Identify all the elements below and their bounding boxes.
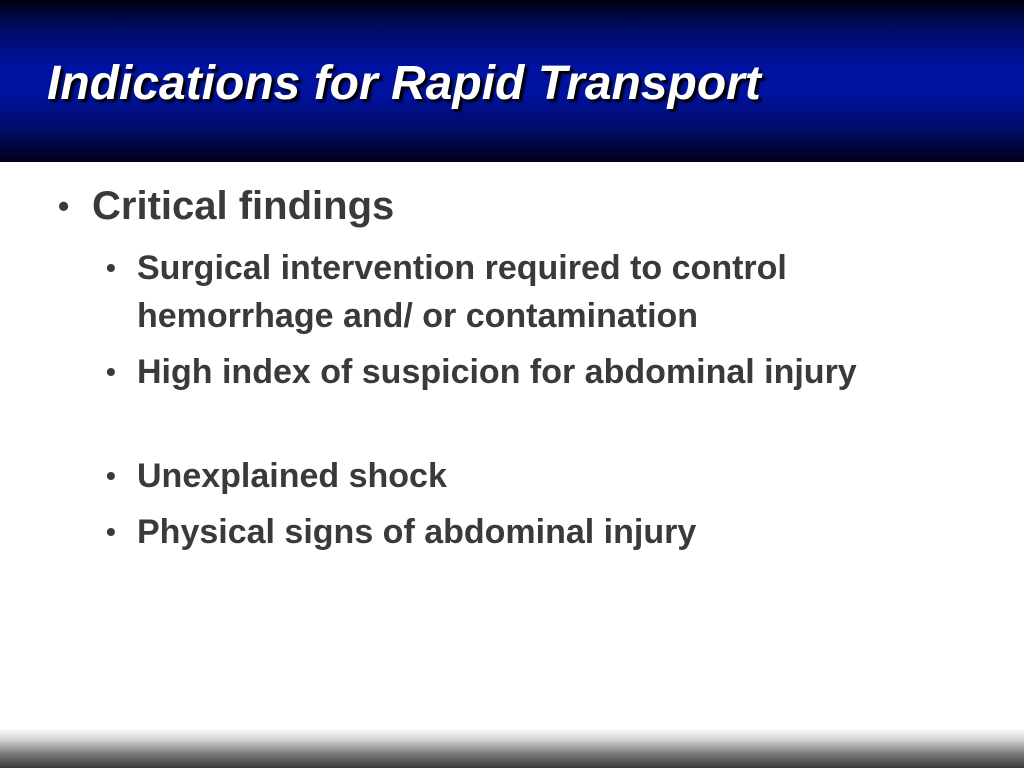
- bullet-dot-icon: •: [58, 188, 70, 224]
- bullet-dot-icon: •: [106, 516, 116, 547]
- sub-bullet-text: Surgical intervention required to control hemorrhage and/ or contamination: [137, 249, 787, 335]
- slide-title: Indications for Rapid Transport: [47, 57, 761, 110]
- title-banner: [0, 0, 1024, 162]
- sub-bullet-text: High index of suspicion for abdominal injury: [137, 353, 857, 391]
- bullet-level1-text: Critical findings: [92, 184, 395, 228]
- sub-bullet-text: Physical signs of abdominal injury: [137, 513, 697, 551]
- bullet-dot-icon: •: [106, 460, 116, 491]
- sub-bullet-text: Unexplained shock: [137, 457, 447, 495]
- footer-gradient-bar: [0, 728, 1024, 768]
- bullet-dot-icon: •: [106, 356, 116, 387]
- bullet-dot-icon: •: [106, 252, 116, 283]
